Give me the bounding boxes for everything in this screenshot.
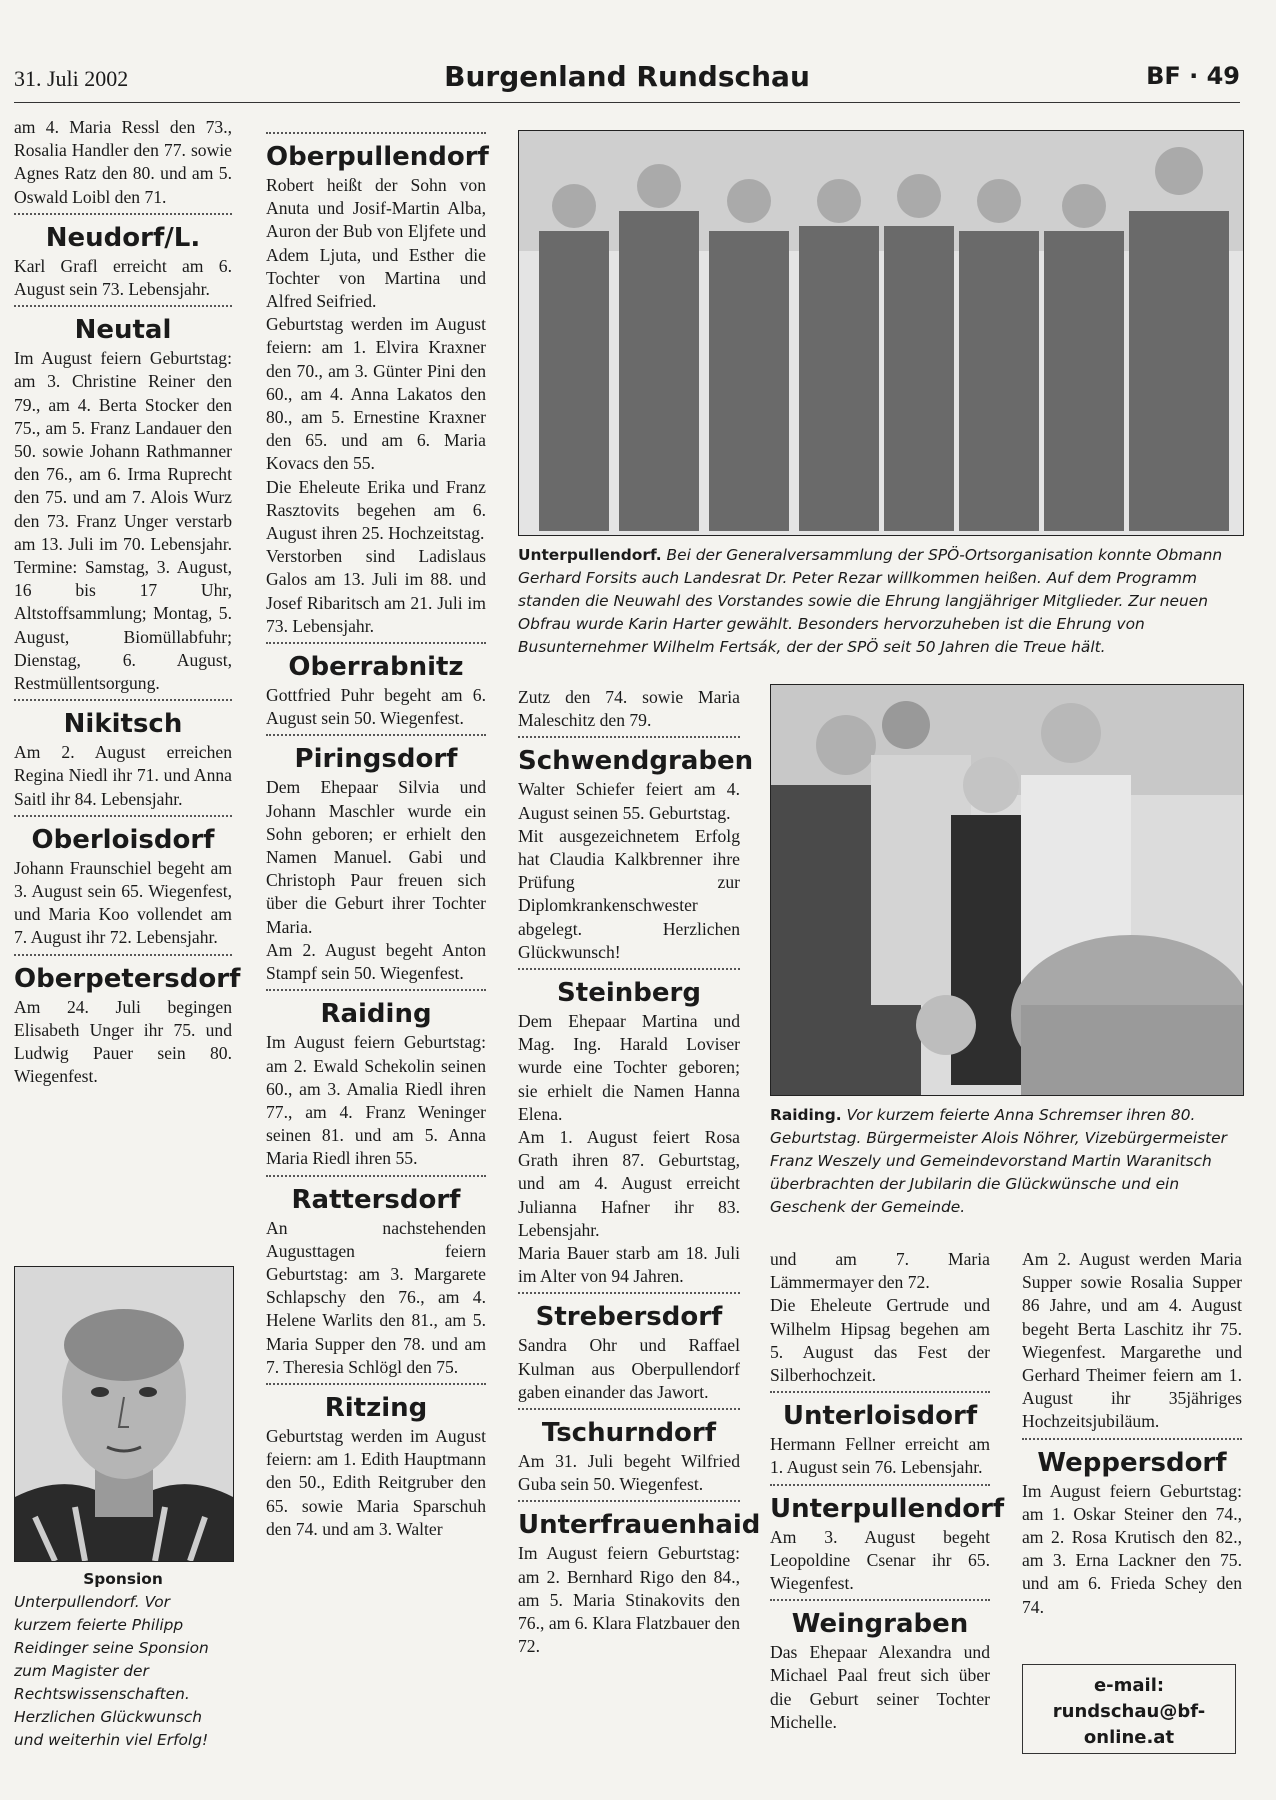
article-text: Am 24. Juli begingen Elisabeth Unger ihr 75. und Ludwig Pauer sein 80. Wiegenfest. <box>14 996 232 1087</box>
section-title: Ritzing <box>266 1383 486 1423</box>
article-text: Karl Grafl erreicht am 6. August sein 73. Lebensjahr. <box>14 255 232 300</box>
email-address[interactable]: rundschau@bf-online.at <box>1052 1701 1206 1748</box>
section-title: Neudorf/L. <box>14 213 232 253</box>
article-text: Im August feiern Geburtstag: am 1. Oskar Steiner den 74., am 2. Rosa Krutisch den 82., am 3. Erna Lackner den 75. und am 6. Frieda Schey den 74. <box>1022 1480 1242 1617</box>
section-title: Rattersdorf <box>266 1175 486 1215</box>
article-text: Walter Schiefer feiert am 4. August seinen 55. Geburtstag. <box>518 779 740 823</box>
section-title: Schwendgraben <box>518 736 740 776</box>
article-text: Im August feiern Geburtstag: am 2. Ewald Schekolin seinen 60., am 3. Amalia Riedl ihren 77., am 4. Franz Weninger seinen 81. und am 5. Anna Maria Riedl ihren 55. <box>266 1032 486 1169</box>
section-title: Oberpetersdorf <box>14 954 232 994</box>
section-title: Tschurndorf <box>518 1408 740 1448</box>
column-2 <box>266 128 489 1541</box>
article-text: Am 31. Juli begeht Wilfried Guba sein 50. Wiegenfest. <box>518 1451 740 1495</box>
section-title: Unterpullendorf <box>770 1484 990 1524</box>
article-text: Gottfried Puhr begeht am 6. August sein 50. Wiegenfest. <box>266 685 486 729</box>
birthday-photo <box>770 684 1244 1096</box>
article-text: Im August feiern Geburtstag: am 3. Christine Reiner den 79., am 4. Berta Stocker den 75., am 5. Franz Landauer den 50. sowie Johann Rathmanner den 76., am 6. Irma Ruprecht den 75. und am 7. Alois Wurz den 73. Franz Unger verstarb am 13. Juli im 70. Lebensjahr. Termine: Samstag, 3. August, 16 bis 17 Uhr, Altstoffsammlung; Montag, 5. August, Biomüllabfuhr; Dienstag, 6. August, Restmüllentsorgung. <box>14 348 232 694</box>
article-text: An nachstehenden Augusttagen feiern Geburtstag: am 3. Margarete Schlapschy den 76., am 4. Helene Warlits den 81., am 5. Maria Supper den 78. und am 7. Theresia Schlögl den 75. <box>266 1217 486 1377</box>
issue-date: 31. Juli 2002 <box>14 66 129 91</box>
article-text: Robert heißt der Sohn von Anuta und Josif-Martin Alba, Auron der Bub von Eljfete und Adem Ljuta, und Esther die Tochter von Martina und Alfred Seifried. <box>266 175 486 312</box>
group-photo <box>518 130 1244 536</box>
newspaper-title: Burgenland Rundschau <box>444 60 810 93</box>
section-title: Oberpullendorf <box>266 132 486 172</box>
article-text: Dem Ehepaar Silvia und Johann Maschler wurde ein Sohn geboren; er erhielt den Namen Manuel. Gabi und Christoph Paur freuen sich über die Geburt ihrer Tochter Maria. <box>266 777 486 937</box>
article-text: und am 7. Maria Lämmermayer den 72. <box>770 1249 990 1293</box>
article-text: Am 1. August feiert Rosa Grath ihren 87. Geburtstag, und am 4. August erreicht Julianna Hafner ihr 83. Lebensjahr. <box>518 1127 740 1240</box>
section-title: Raiding <box>266 989 486 1029</box>
section-title: Neutal <box>14 305 232 345</box>
caption-place: Unterpullendorf. <box>518 546 662 564</box>
caption-title: Sponsion <box>83 1570 163 1588</box>
column-5 <box>1022 1248 1242 1619</box>
article-text: Am 2. August begeht Anton Stampf sein 50. Wiegenfest. <box>266 939 486 984</box>
portrait-caption <box>14 1568 232 1752</box>
section-title: Nikitsch <box>14 699 232 739</box>
section-title: Weppersdorf <box>1022 1438 1242 1478</box>
article-text: Am 3. August begeht Leopoldine Csenar ihr 65. Wiegenfest. <box>770 1526 990 1594</box>
section-title: Strebersdorf <box>518 1292 740 1332</box>
article-text: Die Eheleute Gertrude und Wilhelm Hipsag begehen am 5. August das Fest der Silberhochzeit. <box>770 1295 990 1386</box>
page-number: BF · 49 <box>1146 62 1240 90</box>
page-header <box>14 58 1240 103</box>
section-title: Unterfrauenhaid <box>518 1500 740 1540</box>
section-title: Weingraben <box>770 1599 990 1639</box>
article-text: Im August feiern Geburtstag: am 2. Bernhard Rigo den 84., am 5. Maria Stinakovits den 76., am 6. Klara Flatzbauer den 72. <box>518 1543 740 1657</box>
article-text: Hermann Fellner erreicht am 1. August sein 76. Lebensjahr. <box>770 1434 990 1478</box>
article-text: Die Eheleute Erika und Franz Rasztovits begehen am 6. August ihren 25. Hochzeitstag. <box>266 476 486 544</box>
article-text: Am 2. August erreichen Regina Niedl ihr 71. und Anna Saitl ihr 84. Lebensjahr. <box>14 742 232 809</box>
article-text: Sandra Ohr und Raffael Kulman aus Oberpullendorf gaben einander das Jawort. <box>518 1335 740 1402</box>
article-text: Geburtstag werden im August feiern: am 1. Elvira Kraxner den 70., am 3. Günter Pini den 60., am 4. Anna Lakatos den 80., am 5. Ernestine Kraxner den 65. und am 6. Maria Kovacs den 55. <box>266 314 486 474</box>
article-text: am 4. Maria Ressl den 73., Rosalia Handler den 77. sowie Agnes Ratz den 80. und am 5. Oswald Loibl den 71. <box>14 117 232 207</box>
section-title: Piringsdorf <box>266 734 486 774</box>
article-text: Am 2. August werden Maria Supper sowie Rosalia Supper 86 Jahre, und am 4. August begeht Berta Laschitz ihr 75. Wiegenfest. Margarethe und Gerhard Theimer feiern am 1. August ihr 35jähriges Hochzeitsjubiläum. <box>1022 1249 1242 1432</box>
column-3 <box>518 686 761 1659</box>
article-text: Dem Ehepaar Martina und Mag. Ing. Harald Loviser wurde eine Tochter geboren; sie erhielt die Namen Hanna Elena. <box>518 1011 740 1124</box>
birthday-photo-caption <box>770 1104 1242 1219</box>
article-text: Johann Fraunschiel begeht am 3. August sein 65. Wiegenfest, und Maria Koo vollendet am 7. August ihr 72. Lebensjahr. <box>14 857 232 948</box>
article-text: Verstorben sind Ladislaus Galos am 13. Juli im 88. und Josef Ribaritsch am 21. Juli im 73. Lebensjahr. <box>266 546 486 636</box>
column-1 <box>14 116 241 1089</box>
section-title: Oberloisdorf <box>14 815 232 855</box>
article-text: Das Ehepaar Alexandra und Michael Paal freut sich über die Geburt seiner Tochter Michelle. <box>770 1642 990 1732</box>
caption-text: Bei der Generalversammlung der SPÖ-Ortsorganisation konnte Obmann Gerhard Forsits auch Landesrat Dr. Peter Rezar willkommen heißen. Auf dem Programm standen die Neuwahl des Vorstandes sowie die Ehrung langjähriger Mitglieder. Zur neuen Obfrau wurde Karin Harter gewählt. Besonders hervorzuheben ist die Ehrung von Busunternehmer Wilhelm Fertsák, der der SPÖ seit 50 Jahren die Treue hält. <box>518 546 1223 656</box>
caption-text: Unterpullendorf. Vor kurzem feierte Philipp Reidinger seine Sponsion zum Magister der Rechtswissenschaften. Herzlichen Glückwunsch und weiterhin viel Erfolg! <box>14 1593 209 1749</box>
article-text: Mit ausgezeichnetem Erfolg hat Claudia Kalkbrenner ihre Prüfung zur Diplomkrankenschwester abgelegt. Herzlichen Glückwunsch! <box>518 825 740 962</box>
article-text: Geburtstag werden im August feiern: am 1. Edith Hauptmann den 50., Edith Reitgruber den 65. sowie Maria Sparschuh den 74. und am 3. Walter <box>266 1425 486 1539</box>
article-text: Maria Bauer starb am 18. Juli im Alter von 94 Jahren. <box>518 1243 740 1287</box>
portrait-photo <box>14 1266 234 1562</box>
article-text: Zutz den 74. sowie Maria Maleschitz den 79. <box>518 687 740 731</box>
caption-text: Vor kurzem feierte Anna Schremser ihren 80. Geburtstag. Bürgermeister Alois Nöhrer, Vizebürgermeister Franz Weszely und Gemeindevorstand Martin Waranitsch überbrachten der Jubilarin die Glückwünsche und ein Geschenk der Gemeinde. <box>770 1106 1227 1216</box>
caption-place: Raiding. <box>770 1106 842 1124</box>
group-photo-caption <box>518 544 1242 659</box>
email-label: e-mail: <box>1093 1675 1165 1696</box>
section-title: Oberrabnitz <box>266 642 486 682</box>
email-box <box>1022 1664 1236 1754</box>
section-title: Unterloisdorf <box>770 1391 990 1431</box>
column-4 <box>770 1248 1005 1734</box>
section-title: Steinberg <box>518 968 740 1008</box>
